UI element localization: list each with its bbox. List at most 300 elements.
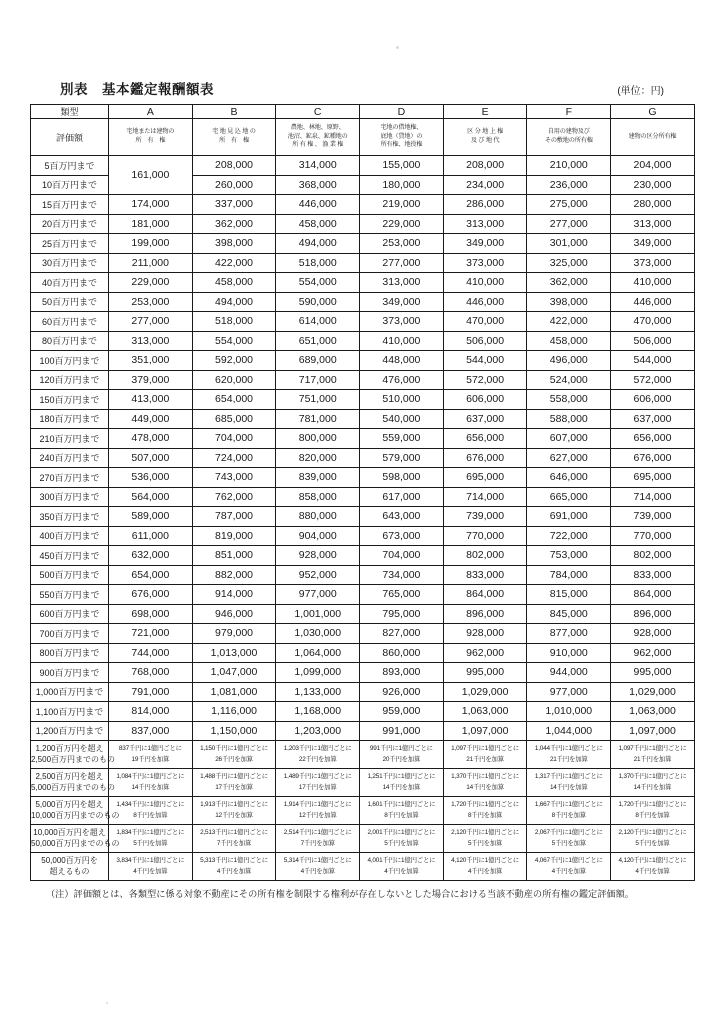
cell-amount: 518,000 xyxy=(192,312,276,332)
addon-cell-line: 1,317千円に1億円ごとに xyxy=(534,773,603,781)
cell-amount: 814,000 xyxy=(109,702,193,722)
cell-amount: 979,000 xyxy=(192,624,276,644)
cell-amount: 253,000 xyxy=(109,292,193,312)
table-row xyxy=(31,273,695,293)
cell-amount: 260,000 xyxy=(192,175,276,195)
addon-cell-line: 8千円を加算 xyxy=(467,811,503,819)
cell-amount: 314,000 xyxy=(276,156,360,176)
addon-cell-line: 4千円を加算 xyxy=(133,867,168,875)
addon-cell-line: 19千円を加算 xyxy=(131,755,170,763)
cell-amount: 458,000 xyxy=(276,214,360,234)
addon-cell-line: 1,434千円に1億円ごとに xyxy=(116,801,185,809)
cell-amount: 962,000 xyxy=(443,643,527,663)
cell-amount: 643,000 xyxy=(360,507,444,527)
cell-amount: 373,000 xyxy=(443,253,527,273)
cell-amount: 695,000 xyxy=(443,468,527,488)
cell-addon xyxy=(276,769,360,797)
column-description-b xyxy=(192,119,276,156)
cell-amount: 839,000 xyxy=(276,468,360,488)
row-label: 60百万円まで xyxy=(31,312,109,332)
addon-row-label xyxy=(31,825,120,853)
table-row xyxy=(31,721,695,741)
cell-amount: 656,000 xyxy=(443,429,527,449)
cell-amount: 893,000 xyxy=(360,663,444,683)
cell-amount: 1,001,000 xyxy=(276,604,360,624)
cell-amount: 654,000 xyxy=(192,390,276,410)
table-addon-row xyxy=(31,825,695,853)
column-description-line: 底地（貸地）の xyxy=(380,132,423,140)
cell-amount: 536,000 xyxy=(109,468,193,488)
cell-amount: 977,000 xyxy=(276,585,360,605)
cell-amount: 665,000 xyxy=(527,487,611,507)
cell-amount: 1,097,000 xyxy=(443,721,527,741)
column-letter-f: F xyxy=(527,105,611,119)
cell-amount: 410,000 xyxy=(360,331,444,351)
table-row xyxy=(31,195,695,215)
cell-amount: 770,000 xyxy=(611,526,695,546)
row-label: 5百万円まで xyxy=(31,156,109,176)
column-description-line: その敷地の所有権 xyxy=(544,137,593,144)
addon-cell-line: 14千円を加算 xyxy=(549,783,588,791)
cell-addon xyxy=(109,825,193,853)
cell-amount: 398,000 xyxy=(527,292,611,312)
cell-amount: 1,203,000 xyxy=(276,721,360,741)
cell-amount: 864,000 xyxy=(443,585,527,605)
cell-amount: 959,000 xyxy=(360,702,444,722)
cell-amount: 598,000 xyxy=(360,468,444,488)
cell-addon xyxy=(192,769,276,797)
page-title-sub: 基本鑑定報酬額表 xyxy=(102,82,214,97)
addon-row-label-line2: 2,500百万円までのもの xyxy=(31,754,116,764)
footnote: （注）評価額とは、各類型に係る対象不動産にその所有権を制限する権利が存在しないとした場合における当該不動産の所有権の鑑定評価額。 xyxy=(46,889,634,899)
cell-addon xyxy=(443,769,527,797)
column-description-line: 自用の建物及び xyxy=(547,128,590,136)
cell-amount: 717,000 xyxy=(276,370,360,390)
addon-row-label-line1: 5,000百万円を超え xyxy=(35,799,104,809)
addon-cell-line: 1,044千円に1億円ごとに xyxy=(534,745,603,753)
row-label: 40百万円まで xyxy=(31,273,109,293)
cell-addon xyxy=(360,769,444,797)
row-label: 700百万円まで xyxy=(31,624,109,644)
cell-addon xyxy=(109,741,193,769)
cell-addon xyxy=(360,797,444,825)
table-row xyxy=(31,331,695,351)
cell-amount: 791,000 xyxy=(109,682,193,702)
addon-cell-line: 2,513千円に1億円ごとに xyxy=(200,829,268,837)
addon-cell-line: 12千円を加算 xyxy=(298,811,337,819)
cell-amount: 676,000 xyxy=(443,448,527,468)
row-label: 1,200百万円まで xyxy=(31,721,109,741)
column-description-line: 所有権、地役権 xyxy=(380,141,423,149)
addon-cell-line: 22千円を加算 xyxy=(298,755,337,763)
cell-amount: 236,000 xyxy=(527,175,611,195)
cell-amount: 851,000 xyxy=(192,546,276,566)
cell-addon xyxy=(443,853,527,881)
cell-amount: 722,000 xyxy=(527,526,611,546)
addon-cell-line: 4,120千円に1億円ごとに xyxy=(451,857,520,865)
addon-cell-line: 2,120千円に1億円ごとに xyxy=(451,829,520,837)
cell-amount: 510,000 xyxy=(360,390,444,410)
addon-cell-line: 8千円を加算 xyxy=(384,811,419,819)
cell-amount: 676,000 xyxy=(109,585,193,605)
cell-addon xyxy=(109,853,193,881)
cell-amount: 833,000 xyxy=(443,565,527,585)
addon-cell-line: 8千円を加算 xyxy=(133,811,168,819)
cell-amount: 802,000 xyxy=(443,546,527,566)
cell-amount: 337,000 xyxy=(192,195,276,215)
addon-cell-line: 4,067千円に1億円ごとに xyxy=(534,857,603,865)
cell-amount: 646,000 xyxy=(527,468,611,488)
cell-addon xyxy=(527,741,611,769)
cell-amount: 564,000 xyxy=(109,487,193,507)
cell-addon xyxy=(611,769,695,797)
addon-cell-line: 2,120千円に1億円ごとに xyxy=(618,829,687,837)
cell-addon xyxy=(276,797,360,825)
corner-kind-label: 類型 xyxy=(31,105,109,119)
addon-cell-line: 4,120千円に1億円ごとに xyxy=(618,857,687,865)
addon-cell-line: 21千円を加算 xyxy=(466,755,504,763)
cell-amount: 910,000 xyxy=(527,643,611,663)
cell-amount: 611,000 xyxy=(109,526,193,546)
cell-amount: 478,000 xyxy=(109,429,193,449)
addon-cell-line: 1,370千円に1億円ごとに xyxy=(451,773,520,781)
cell-amount: 743,000 xyxy=(192,468,276,488)
cell-amount: 995,000 xyxy=(443,663,527,683)
addon-cell-line: 17千円を加算 xyxy=(215,783,253,791)
addon-row-label-line1: 10,000百万円を超え xyxy=(33,827,106,837)
row-label: 550百万円まで xyxy=(31,585,109,605)
cell-amount: 422,000 xyxy=(527,312,611,332)
addon-cell-line: 4千円を加算 xyxy=(216,867,252,875)
cell-amount: 579,000 xyxy=(360,448,444,468)
cell-amount: 559,000 xyxy=(360,429,444,449)
column-letter-g: G xyxy=(611,105,695,119)
cell-amount: 739,000 xyxy=(611,507,695,527)
cell-amount: 837,000 xyxy=(109,721,193,741)
cell-amount: 977,000 xyxy=(527,682,611,702)
table-row xyxy=(31,390,695,410)
cell-amount: 558,000 xyxy=(527,390,611,410)
addon-row-label-line1: 1,200百万円を超え xyxy=(35,743,104,753)
cell-amount: 896,000 xyxy=(611,604,695,624)
column-description-c xyxy=(276,119,360,156)
cell-amount: 1,097,000 xyxy=(611,721,695,741)
addon-cell-line: 5千円を加算 xyxy=(551,839,586,847)
addon-cell-line: 4千円を加算 xyxy=(384,867,419,875)
cell-amount: 787,000 xyxy=(192,507,276,527)
addon-cell-line: 5千円を加算 xyxy=(384,839,419,847)
cell-amount: 373,000 xyxy=(360,312,444,332)
cell-amount: 820,000 xyxy=(276,448,360,468)
cell-amount: 880,000 xyxy=(276,507,360,527)
cell-amount: 448,000 xyxy=(360,351,444,371)
cell-amount: 784,000 xyxy=(527,565,611,585)
cell-amount: 277,000 xyxy=(360,253,444,273)
addon-cell-line: 2,514千円に1億円ごとに xyxy=(283,829,352,837)
page-title xyxy=(60,78,214,98)
addon-cell-line: 7千円を加算 xyxy=(216,839,252,847)
table-row xyxy=(31,370,695,390)
column-letter-c: C xyxy=(276,105,360,119)
cell-amount: 174,000 xyxy=(109,195,193,215)
table-row xyxy=(31,487,695,507)
cell-amount: 351,000 xyxy=(109,351,193,371)
row-label: 500百万円まで xyxy=(31,565,109,585)
cell-amount: 506,000 xyxy=(611,331,695,351)
unit-note: (単位：円) xyxy=(617,86,664,97)
table-row xyxy=(31,624,695,644)
column-letter-a: A xyxy=(109,105,193,119)
cell-amount: 698,000 xyxy=(109,604,193,624)
cell-amount: 1,013,000 xyxy=(192,643,276,663)
fee-table xyxy=(30,104,695,881)
cell-amount: 229,000 xyxy=(360,214,444,234)
cell-amount: 368,000 xyxy=(276,175,360,195)
cell-addon xyxy=(611,741,695,769)
row-label: 20百万円まで xyxy=(31,214,109,234)
addon-cell-line: 3,834千円に1億円ごとに xyxy=(116,857,185,865)
cell-amount: 827,000 xyxy=(360,624,444,644)
cell-amount: 410,000 xyxy=(443,273,527,293)
table-row xyxy=(31,409,695,429)
addon-cell-line: 5,314千円に1億円ごとに xyxy=(283,857,352,865)
cell-amount: 724,000 xyxy=(192,448,276,468)
addon-cell-line: 1,601千円に1億円ごとに xyxy=(367,801,436,809)
row-label: 1,100百万円まで xyxy=(31,702,109,722)
cell-amount: 362,000 xyxy=(527,273,611,293)
cell-addon xyxy=(192,741,276,769)
cell-amount: 230,000 xyxy=(611,175,695,195)
cell-amount: 208,000 xyxy=(192,156,276,176)
cell-amount: 928,000 xyxy=(443,624,527,644)
cell-amount: 739,000 xyxy=(443,507,527,527)
cell-amount: 588,000 xyxy=(527,409,611,429)
cell-amount: 651,000 xyxy=(276,331,360,351)
cell-amount: 554,000 xyxy=(276,273,360,293)
table-row xyxy=(31,351,695,371)
column-description-line: 所 有 権 xyxy=(219,137,249,144)
cell-amount: 751,000 xyxy=(276,390,360,410)
cell-amount: 277,000 xyxy=(109,312,193,332)
column-letter-e: E xyxy=(443,105,527,119)
cell-amount: 313,000 xyxy=(611,214,695,234)
cell-amount: 614,000 xyxy=(276,312,360,332)
addon-row-label xyxy=(31,853,109,881)
cell-amount: 470,000 xyxy=(611,312,695,332)
cell-amount: 544,000 xyxy=(611,351,695,371)
addon-cell-line: 2,001千円に1億円ごとに xyxy=(367,829,436,837)
cell-addon xyxy=(192,853,276,881)
column-description-line: 建物の区分所有権 xyxy=(628,132,677,140)
addon-cell-line: 1,370千円に1億円ごとに xyxy=(618,773,687,781)
cell-amount: 864,000 xyxy=(611,585,695,605)
cell-amount: 765,000 xyxy=(360,585,444,605)
cell-amount: 590,000 xyxy=(276,292,360,312)
row-label: 10百万円まで xyxy=(31,175,109,195)
cell-amount: 656,000 xyxy=(611,429,695,449)
cell-amount: 379,000 xyxy=(109,370,193,390)
cell-amount: 1,081,000 xyxy=(192,682,276,702)
addon-cell-line: 1,251千円に1億円ごとに xyxy=(367,773,436,781)
cell-amount: 181,000 xyxy=(109,214,193,234)
column-description-a xyxy=(109,119,193,156)
column-description-line: 及 び 地 代 xyxy=(470,137,500,144)
table-row xyxy=(31,312,695,332)
cell-addon xyxy=(109,797,193,825)
cell-amount: 211,000 xyxy=(109,253,193,273)
cell-amount: 219,000 xyxy=(360,195,444,215)
cell-addon xyxy=(527,797,611,825)
cell-amount: 313,000 xyxy=(109,331,193,351)
cell-addon xyxy=(360,853,444,881)
cell-amount: 458,000 xyxy=(527,331,611,351)
table-addon-row xyxy=(31,741,695,769)
table-row xyxy=(31,156,695,176)
cell-amount: 458,000 xyxy=(192,273,276,293)
addon-cell-line: 5千円を加算 xyxy=(635,839,670,847)
row-label: 600百万円まで xyxy=(31,604,109,624)
cell-amount: 449,000 xyxy=(109,409,193,429)
cell-amount: 325,000 xyxy=(527,253,611,273)
column-description-line: 所 有 権 、 漁 業 権 xyxy=(292,141,344,149)
cell-amount: 208,000 xyxy=(443,156,527,176)
cell-amount: 554,000 xyxy=(192,331,276,351)
cell-amount: 606,000 xyxy=(611,390,695,410)
cell-addon xyxy=(276,741,360,769)
addon-row-label-line2: 5,000百万円までのもの xyxy=(31,782,116,792)
cell-amount: 422,000 xyxy=(192,253,276,273)
cell-amount: 496,000 xyxy=(527,351,611,371)
addon-cell-line: 21千円を加算 xyxy=(549,755,588,763)
cell-amount: 524,000 xyxy=(527,370,611,390)
cell-amount: 446,000 xyxy=(276,195,360,215)
scan-speck xyxy=(396,46,399,49)
column-description-line: 宅 地 見 込 地 の xyxy=(212,128,256,136)
cell-addon xyxy=(611,853,695,881)
cell-amount: 770,000 xyxy=(443,526,527,546)
cell-addon xyxy=(443,825,527,853)
cell-amount: 685,000 xyxy=(192,409,276,429)
cell-amount: 845,000 xyxy=(527,604,611,624)
table-row xyxy=(31,214,695,234)
cell-amount: 695,000 xyxy=(611,468,695,488)
row-label: 240百万円まで xyxy=(31,448,109,468)
cell-amount: 1,029,000 xyxy=(443,682,527,702)
column-letter-d: D xyxy=(360,105,444,119)
table-row xyxy=(31,565,695,585)
cell-amount: 926,000 xyxy=(360,682,444,702)
cell-amount: 313,000 xyxy=(360,273,444,293)
cell-amount: 691,000 xyxy=(527,507,611,527)
cell-amount: 606,000 xyxy=(443,390,527,410)
column-description-g xyxy=(611,119,695,156)
row-label: 50百万円まで xyxy=(31,292,109,312)
cell-amount: 446,000 xyxy=(443,292,527,312)
table-row xyxy=(31,604,695,624)
addon-row-label xyxy=(31,741,116,769)
addon-cell-line: 14千円を加算 xyxy=(382,783,421,791)
addon-cell-line: 8千円を加算 xyxy=(635,811,670,819)
column-description-line: 池沼、鉱泉、鉱種地の xyxy=(287,132,348,140)
addon-row-label xyxy=(31,797,120,825)
cell-amount: 904,000 xyxy=(276,526,360,546)
addon-cell-line: 7千円を加算 xyxy=(300,839,335,847)
cell-amount: 632,000 xyxy=(109,546,193,566)
table-row xyxy=(31,546,695,566)
cell-amount: 544,000 xyxy=(443,351,527,371)
corner-eval-label: 評価額 xyxy=(31,119,109,156)
addon-cell-line: 26千円を加算 xyxy=(215,755,253,763)
row-label: 1,000百万円まで xyxy=(31,682,109,702)
cell-amount: 714,000 xyxy=(443,487,527,507)
cell-addon xyxy=(527,769,611,797)
addon-cell-line: 1,150千円に1億円ごとに xyxy=(200,745,268,753)
cell-addon xyxy=(527,853,611,881)
cell-amount: 744,000 xyxy=(109,643,193,663)
table-row xyxy=(31,682,695,702)
addon-row-label-line2: 50,000百万円までのもの xyxy=(31,838,120,848)
row-label: 400百万円まで xyxy=(31,526,109,546)
table-row xyxy=(31,585,695,605)
row-label: 800百万円まで xyxy=(31,643,109,663)
column-description-line: 宅地または建物の xyxy=(126,128,175,136)
column-description-line: 農地、林地、原野、 xyxy=(290,123,345,131)
cell-amount: 676,000 xyxy=(611,448,695,468)
table-header-letters xyxy=(31,105,695,119)
cell-amount: 1,116,000 xyxy=(192,702,276,722)
table-row xyxy=(31,526,695,546)
column-letter-b: B xyxy=(192,105,276,119)
cell-amount: 1,168,000 xyxy=(276,702,360,722)
cell-amount: 1,010,000 xyxy=(527,702,611,722)
cell-amount: 914,000 xyxy=(192,585,276,605)
row-label: 30百万円まで xyxy=(31,253,109,273)
cell-amount: 781,000 xyxy=(276,409,360,429)
table-row xyxy=(31,643,695,663)
cell-amount: 1,133,000 xyxy=(276,682,360,702)
cell-addon xyxy=(611,825,695,853)
table-row xyxy=(31,468,695,488)
cell-amount: 952,000 xyxy=(276,565,360,585)
row-label: 100百万円まで xyxy=(31,351,109,371)
cell-addon xyxy=(443,741,527,769)
cell-amount: 507,000 xyxy=(109,448,193,468)
cell-amount: 301,000 xyxy=(527,234,611,254)
cell-amount: 204,000 xyxy=(611,156,695,176)
cell-amount: 704,000 xyxy=(192,429,276,449)
cell-addon xyxy=(276,825,360,853)
row-label: 15百万円まで xyxy=(31,195,109,215)
cell-addon xyxy=(109,769,193,797)
column-description-f xyxy=(527,119,611,156)
cell-amount: 819,000 xyxy=(192,526,276,546)
addon-cell-line: 1,914千円に1億円ごとに xyxy=(283,801,352,809)
addon-cell-line: 1,489千円に1億円ごとに xyxy=(283,773,352,781)
addon-cell-line: 991千円に1億円ごとに xyxy=(369,745,433,753)
cell-amount: 607,000 xyxy=(527,429,611,449)
cell-amount: 896,000 xyxy=(443,604,527,624)
cell-amount: 1,044,000 xyxy=(527,721,611,741)
cell-addon xyxy=(611,797,695,825)
cell-amount: 995,000 xyxy=(611,663,695,683)
addon-row-label-line2: 超えるもの xyxy=(49,866,90,876)
cell-addon xyxy=(360,825,444,853)
cell-amount: 882,000 xyxy=(192,565,276,585)
cell-amount: 833,000 xyxy=(611,565,695,585)
column-description-d xyxy=(360,119,444,156)
cell-amount: 627,000 xyxy=(527,448,611,468)
addon-cell-line: 4千円を加算 xyxy=(551,867,586,875)
